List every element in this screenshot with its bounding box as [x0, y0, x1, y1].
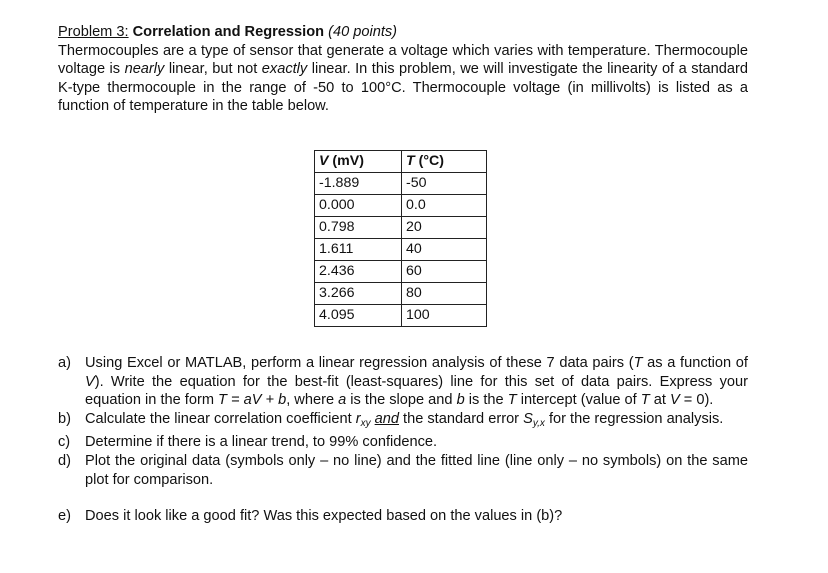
problem-number: Problem 3: [58, 24, 129, 40]
cell-temperature: 0.0 [402, 195, 487, 217]
table-row [315, 283, 487, 305]
cell-temperature: 40 [402, 239, 487, 261]
table-row [315, 195, 487, 217]
problem-title: Correlation and Regression [132, 24, 325, 40]
emphasis-and: and [374, 410, 399, 427]
question-marker: c) [58, 434, 71, 451]
cell-voltage: -1.889 [315, 173, 402, 195]
table-row [315, 261, 487, 283]
question-b: b) Calculate the linear correlation coefficient $r_{xy}$ and the standard error $S_{y,x}$ for the regression analysis. [58, 410, 724, 429]
intro-text: linear, but not [164, 61, 262, 78]
table-row [315, 239, 487, 261]
cell-voltage: 1.611 [315, 239, 402, 261]
problem-points: (40 points) [328, 24, 398, 40]
equation-form: T = aV + b [218, 392, 287, 409]
cell-voltage: 2.436 [315, 261, 402, 283]
problem-document [58, 23, 748, 525]
cell-voltage: 0.798 [315, 217, 402, 239]
standard-error-symbol: S [523, 410, 533, 427]
cell-voltage: 3.266 [315, 283, 402, 305]
question-e: e) Does it look like a good fit? Was this expected based on the values in (b)? [58, 508, 563, 525]
question-marker: d) [58, 452, 71, 469]
cell-temperature: 100 [402, 305, 487, 327]
table-row [315, 217, 487, 239]
cell-temperature: 20 [402, 217, 487, 239]
intro-emphasis: nearly [124, 61, 165, 78]
intro-text: Thermocouples are a type of sensor that generate a voltage which varies with temperature. Thermocouple voltage is [58, 42, 748, 78]
cell-temperature: 80 [402, 283, 487, 305]
table-row [315, 305, 487, 327]
voltage-temperature-table [314, 150, 487, 327]
cell-voltage: 0.000 [315, 195, 402, 217]
question-marker: a) [58, 355, 71, 371]
cell-temperature: 60 [402, 261, 487, 283]
table-row [315, 173, 487, 195]
question-a: a) Using Excel or MATLAB, perform a linear regression analysis of these 7 data pairs (T as a function of V). Write the equation for the best-fit (least-squares) line for this set of data pairs. Express your equation in the form T = aV + b, where a is the slope and b is the T intercept (value of T at V = 0). [58, 355, 748, 409]
question-c: c) Determine if there is a linear trend, to 99% confidence. [58, 434, 438, 451]
question-list [58, 354, 748, 526]
cell-voltage: 4.095 [315, 305, 402, 327]
question-marker: e) [58, 508, 71, 525]
data-table-container [314, 150, 487, 327]
cell-temperature: -50 [402, 173, 487, 195]
header-temperature: T (°C) [402, 151, 487, 173]
intro-emphasis: exactly [261, 61, 308, 78]
table-header-row [315, 151, 487, 173]
intro-text: linear. In this problem, we will investigate the linearity of a standard K-type thermocouple in the range of -50 to 100°C. Thermocouple voltage (in millivolts) is listed as a function of temperature in the table below. [58, 61, 748, 115]
intro-paragraph [58, 42, 748, 116]
question-d: d) Plot the original data (symbols only – no line) and the fitted line (line only – no symbols) on the same plot for comparison. [58, 452, 748, 488]
correlation-symbol: r [355, 410, 361, 427]
problem-heading [58, 23, 748, 42]
header-voltage: V (mV) [315, 151, 402, 173]
question-marker: b) [58, 410, 71, 427]
